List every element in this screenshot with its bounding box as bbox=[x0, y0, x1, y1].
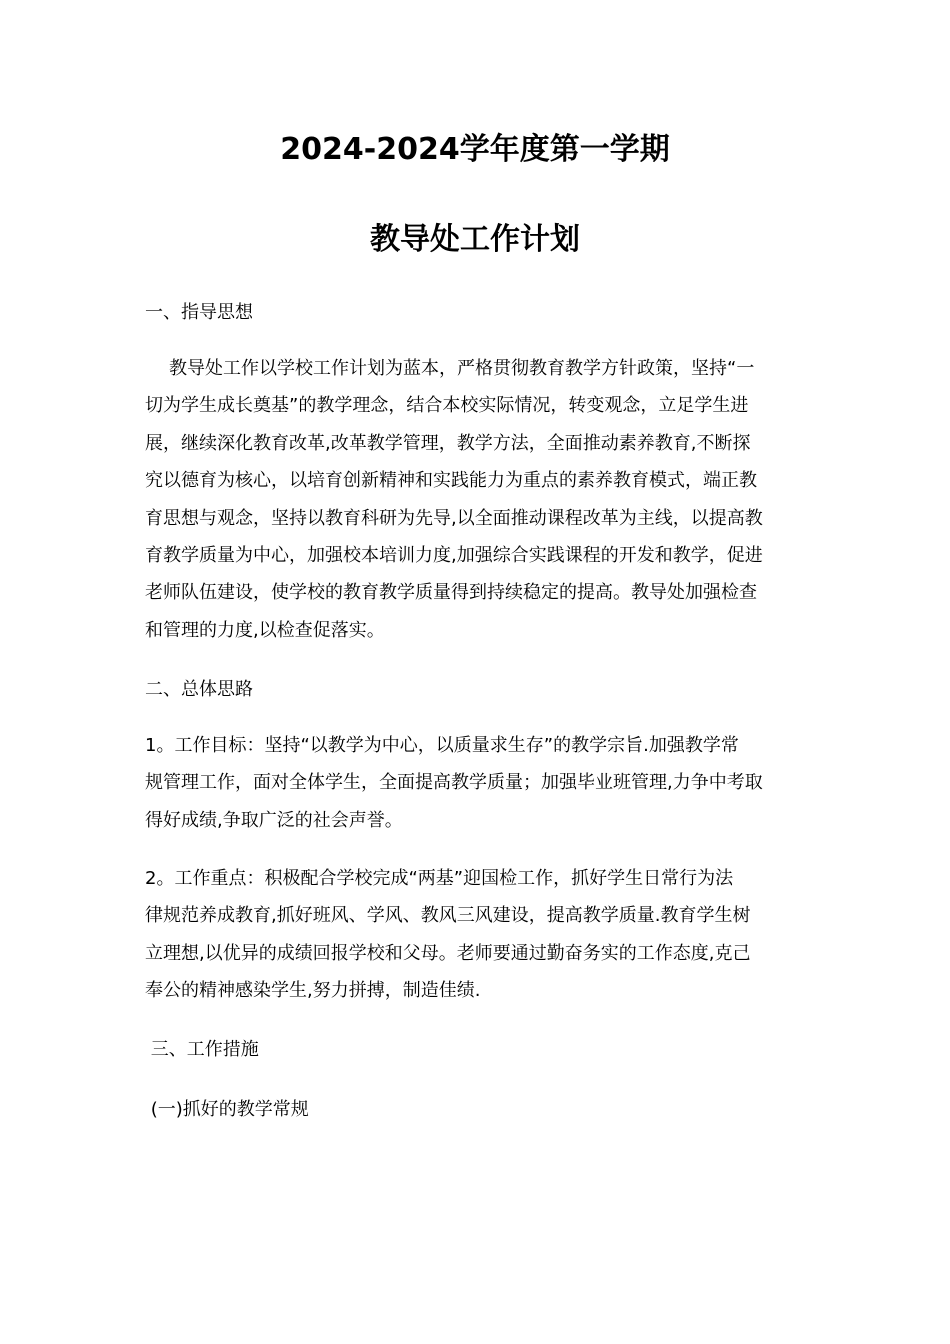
paragraph-line: 立理想,以优异的成绩回报学校和父母。老师要通过勤奋务实的工作态度,克己 bbox=[145, 942, 751, 964]
paragraph-line: 2。工作重点：积极配合学校完成“两基”迎国检工作，抓好学生日常行为法 bbox=[145, 868, 734, 889]
subsection-heading-teaching-routine: (一)抓好的教学常规 bbox=[145, 1099, 309, 1120]
paragraph-line: 育教学质量为中心，加强校本培训力度,加强综合实践课程的开发和教学，促进 bbox=[145, 545, 763, 567]
paragraph-line: 奉公的精神感染学生,努力拼搏，制造佳绩. bbox=[145, 980, 481, 1002]
section-heading-work-measures: 三、工作措施 bbox=[145, 1039, 259, 1060]
paragraph-line: 得好成绩,争取广泛的社会声誉。 bbox=[145, 809, 403, 831]
work-goal-paragraph bbox=[145, 727, 805, 839]
work-focus-paragraph bbox=[145, 860, 805, 1010]
paragraph-line: 展，继续深化教育改革,改革教学管理，教学方法，全面推动素养教育,不断探 bbox=[145, 432, 751, 454]
document-title-line1: 2024-2024学年度第一学期 bbox=[280, 132, 670, 167]
paragraph-line: 规管理工作，面对全体学生，全面提高教学质量；加强毕业班管理,力争中考取 bbox=[145, 772, 763, 794]
paragraph-line: 切为学生成长奠基”的教学理念，结合本校实际情况，转变观念，立足学生进 bbox=[145, 395, 749, 417]
section1-paragraph bbox=[145, 350, 805, 649]
paragraph-line: 律规范养成教育,抓好班风、学风、教风三风建设，提高教学质量.教育学生树 bbox=[145, 905, 751, 927]
paragraph-line: 教导处工作以学校工作计划为蓝本，严格贯彻教育教学方针政策，坚持“一 bbox=[169, 358, 755, 379]
section-heading-overall-approach: 二、总体思路 bbox=[145, 679, 253, 700]
paragraph-line: 育思想与观念，坚持以教育科研为先导,以全面推动课程改革为主线，以提高教 bbox=[145, 507, 763, 529]
paragraph-line: 和管理的力度,以检查促落实。 bbox=[145, 619, 385, 641]
paragraph-line: 老师队伍建设，使学校的教育教学质量得到持续稳定的提高。教导处加强检查 bbox=[145, 582, 757, 604]
paragraph-line: 1。工作目标：坚持“以教学为中心，以质量求生存”的教学宗旨.加强教学常 bbox=[145, 735, 739, 756]
document-title-line2: 教导处工作计划 bbox=[370, 222, 580, 257]
section-heading-guiding-ideology: 一、指导思想 bbox=[145, 302, 253, 323]
paragraph-line: 究以德育为核心，以培育创新精神和实践能力为重点的素养教育模式，端正教 bbox=[145, 470, 757, 492]
